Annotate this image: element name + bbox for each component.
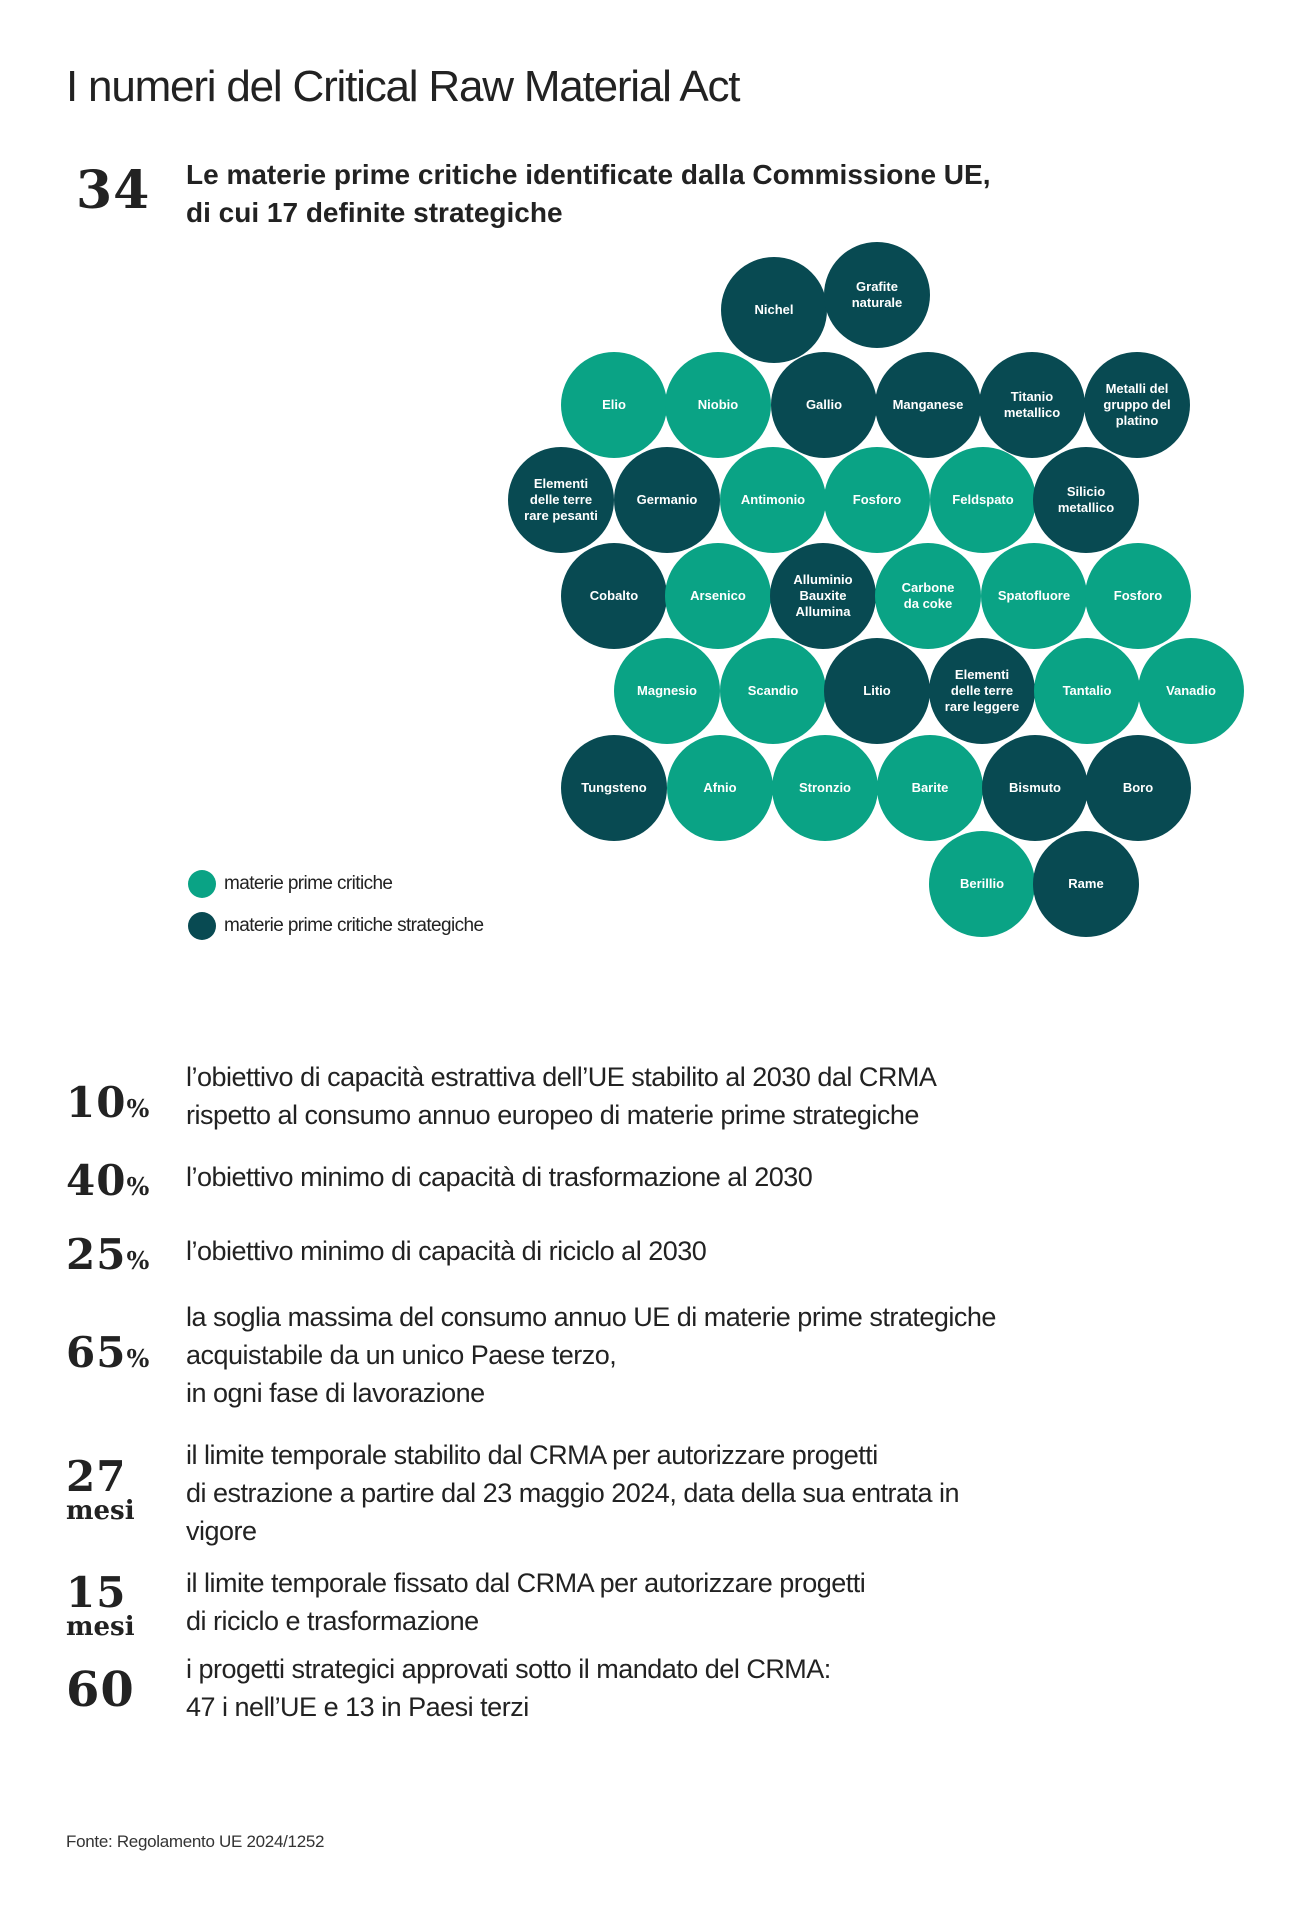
stat-line: la soglia massima del consumo annuo UE di materie prime strategiche [186,1302,996,1332]
stat-value: 40 [66,1156,127,1205]
material-bubble: Barite [877,735,983,841]
stat-unit: % [126,1172,150,1201]
material-bubble: Spatofluore [981,543,1087,649]
material-bubble: Alluminio Bauxite Allumina [770,543,876,649]
material-bubble: Stronzio [772,735,878,841]
material-bubble: Fosforo [1085,543,1191,649]
material-bubble: Fosforo [824,447,930,553]
legend-dot-critical [188,870,216,898]
legend-label-critical: materie prime critiche [224,873,393,894]
material-bubble: Feldspato [930,447,1036,553]
stat-number [66,1452,135,1526]
stat-line: l’obiettivo di capacità estrattiva dell’UE stabilito al 2030 dal CRMA [186,1062,937,1092]
stat-unit: mesi [66,1496,135,1526]
material-bubble: Antimonio [720,447,826,553]
material-bubble: Manganese [875,352,981,458]
stat-line: l’obiettivo minimo di capacità di trasformazione al 2030 [186,1162,813,1192]
stat-line: vigore [186,1516,257,1546]
stat-description [186,1298,996,1412]
legend-dot-strategic [188,912,216,940]
stat-line: l’obiettivo minimo di capacità di riciclo al 2030 [186,1236,707,1266]
material-bubble: Rame [1033,831,1139,937]
stat-value: 65 [66,1328,127,1377]
stat-unit: % [126,1246,150,1275]
stat-value: 10 [66,1078,127,1127]
material-bubble: Carbone da coke [875,543,981,649]
material-bubble: Elementi delle terre rare pesanti [508,447,614,553]
material-bubble: Boro [1085,735,1191,841]
stat-line: in ogni fase di lavorazione [186,1378,485,1408]
stat-description [186,1564,865,1640]
stat-description [186,1650,831,1726]
material-bubble: Elio [561,352,667,458]
material-bubble: Tantalio [1034,638,1140,744]
stat-line: di riciclo e trasformazione [186,1606,479,1636]
source-note: Fonte: Regolamento UE 2024/1252 [66,1832,325,1851]
legend-label-strategic: materie prime critiche strategiche [224,915,484,936]
stat-number [66,1328,149,1377]
stat-number [66,1156,149,1205]
headline-line: Le materie prime critiche identificate dalla Commissione UE, [186,159,991,190]
material-bubble: Niobio [665,352,771,458]
stat-description [186,1158,812,1196]
material-bubble: Cobalto [561,543,667,649]
material-bubble: Silicio metallico [1033,447,1139,553]
headline-text [186,156,990,232]
stat-unit: % [126,1344,150,1373]
legend-item-critical [188,870,392,898]
material-bubble: Berillio [929,831,1035,937]
stat-value: 60 [66,1662,135,1718]
stat-line: 47 i nell’UE e 13 in Paesi terzi [186,1692,529,1722]
material-bubble: Grafite naturale [824,242,930,348]
stat-line: il limite temporale stabilito dal CRMA per autorizzare progetti [186,1440,878,1470]
material-bubble: Afnio [667,735,773,841]
stat-line: i progetti strategici approvati sotto il mandato del CRMA: [186,1654,831,1684]
stat-number [66,1230,149,1279]
material-bubble: Vanadio [1138,638,1244,744]
material-bubble: Arsenico [665,543,771,649]
material-bubble: Metalli del gruppo del platino [1084,352,1190,458]
headline-number: 34 [76,160,151,221]
stat-line: il limite temporale fissato dal CRMA per autorizzare progetti [186,1568,866,1598]
stat-unit: % [126,1094,150,1123]
stat-description [186,1058,936,1134]
stat-number [66,1662,135,1718]
stat-unit: mesi [66,1612,135,1642]
stat-number [66,1078,149,1127]
material-bubble: Germanio [614,447,720,553]
material-bubble: Titanio metallico [979,352,1085,458]
legend-item-strategic [188,912,483,940]
stat-description [186,1232,706,1270]
stat-number [66,1568,135,1642]
stat-line: acquistabile da un unico Paese terzo, [186,1340,617,1370]
page-title: I numeri del Critical Raw Material Act [66,62,740,111]
material-bubble: Magnesio [614,638,720,744]
material-bubble: Elementi delle terre rare leggere [929,638,1035,744]
stat-value: 27 [66,1452,127,1501]
material-bubble: Tungsteno [561,735,667,841]
stat-value: 25 [66,1230,127,1279]
stat-line: di estrazione a partire dal 23 maggio 2024, data della sua entrata in [186,1478,960,1508]
stat-line: rispetto al consumo annuo europeo di materie prime strategiche [186,1100,919,1130]
headline-line: di cui 17 definite strategiche [186,197,563,228]
material-bubble: Nichel [721,257,827,363]
material-bubble: Gallio [771,352,877,458]
material-bubble: Bismuto [982,735,1088,841]
stat-value: 15 [66,1568,127,1617]
material-bubble: Litio [824,638,930,744]
stat-description [186,1436,959,1550]
material-bubble: Scandio [720,638,826,744]
